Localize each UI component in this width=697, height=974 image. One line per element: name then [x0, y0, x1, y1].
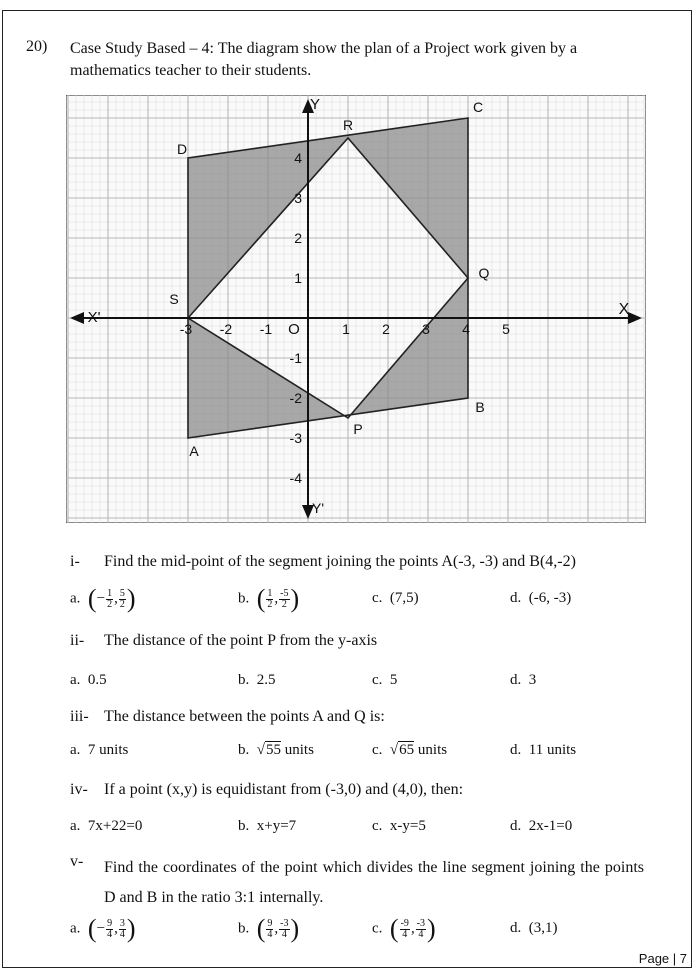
paren-close: )	[290, 584, 300, 613]
numerator: 1	[107, 587, 113, 599]
point-label-p: P	[353, 421, 363, 437]
option-label: c.	[372, 818, 390, 834]
part-iii-option-c	[372, 742, 447, 759]
comma: ,	[274, 920, 279, 937]
option-value: 2x-1=0	[528, 818, 573, 834]
y-tick-label: -4	[289, 470, 302, 486]
sqrt-expression	[390, 742, 414, 759]
sqrt-symbol: √	[256, 742, 265, 758]
option-label: a.	[70, 920, 88, 937]
option-label: c.	[372, 920, 390, 937]
fraction-sign: −	[96, 920, 106, 937]
point-label-b: B	[475, 399, 485, 415]
option-value: 11 units	[528, 742, 577, 758]
part-iv-option-a	[70, 818, 142, 835]
comma: ,	[274, 590, 279, 607]
fraction	[279, 919, 289, 940]
x-tick-label: 5	[502, 321, 510, 337]
fraction	[119, 919, 126, 940]
option-value: x+y=7	[256, 818, 297, 834]
y-tick-label: -2	[289, 390, 302, 406]
x-tick-label: 3	[422, 321, 430, 337]
paren-close: )	[427, 914, 436, 943]
x-tick-label: 1	[342, 321, 350, 337]
point-label-d: D	[176, 141, 188, 157]
comma: ,	[410, 920, 415, 937]
part-ii-option-a	[70, 672, 107, 689]
point-label-q: Q	[478, 265, 490, 281]
option-label: c.	[372, 590, 390, 606]
x-tick-label: -1	[259, 321, 273, 337]
fraction	[266, 919, 273, 940]
denominator: 2	[281, 598, 287, 610]
numerator: -5	[280, 587, 289, 599]
question-title: Case Study Based – 4: The diagram show the plan of a Project work given by a mathematics teacher to their students.	[70, 40, 578, 79]
denominator: 4	[402, 928, 408, 940]
point-label-s: S	[169, 291, 179, 307]
option-value: (3,1)	[528, 920, 558, 936]
denominator: 2	[107, 598, 113, 610]
option-value: 3	[528, 672, 537, 688]
fraction	[266, 589, 273, 610]
point-label-c: C	[472, 99, 484, 115]
y-tick-label: 3	[294, 190, 302, 206]
option-value: 7 units	[87, 742, 129, 758]
part-i-option-c	[372, 590, 419, 607]
y-tick-label: 1	[294, 270, 302, 286]
y-tick-label: 2	[294, 230, 302, 246]
option-label: a.	[70, 672, 88, 688]
numerator: 3	[119, 917, 125, 929]
y-tick-label: -1	[289, 350, 302, 366]
part-ii-option-c	[372, 672, 397, 689]
paren-open: (	[389, 914, 399, 943]
question-number: 20)	[26, 38, 48, 55]
option-value: 2.5	[256, 672, 276, 688]
option-label: b.	[238, 920, 257, 937]
option-label: c.	[372, 672, 390, 688]
option-label: a.	[70, 590, 88, 607]
part-ii-text: The distance of the point P from the y-axis	[104, 632, 378, 649]
option-label: d.	[510, 590, 529, 606]
part-iv-option-d	[510, 818, 572, 835]
part-iii-option-b	[238, 742, 314, 759]
option-value: 7x+22=0	[87, 818, 143, 834]
denominator: 4	[418, 928, 424, 940]
paren-open: (	[87, 584, 97, 613]
part-iii-option-d	[510, 742, 576, 759]
comma: ,	[114, 590, 118, 607]
fraction	[119, 589, 126, 610]
denominator: 4	[281, 928, 287, 940]
numerator: 9	[267, 917, 273, 929]
unit: units	[414, 742, 448, 758]
origin-label: O	[288, 321, 300, 338]
part-i-number: i-	[70, 553, 80, 570]
fraction	[416, 919, 426, 940]
paren-close: )	[126, 914, 136, 943]
paren-open: (	[256, 584, 266, 613]
part-i-option-a	[70, 584, 135, 614]
y-tick-label: 4	[294, 150, 302, 166]
option-label: d.	[510, 920, 529, 936]
x-tick-label: -3	[179, 321, 193, 337]
option-label: d.	[510, 672, 529, 688]
fraction	[279, 589, 289, 610]
paren-open: (	[256, 914, 266, 943]
numerator: -3	[416, 917, 426, 929]
x-tick-label: 2	[382, 321, 390, 337]
numerator: 5	[119, 587, 125, 599]
part-iv-option-c	[372, 818, 426, 835]
paren-open: (	[87, 914, 97, 943]
comma: ,	[114, 920, 118, 937]
paren-close: )	[126, 584, 136, 613]
denominator: 4	[119, 928, 125, 940]
part-v-text: Find the coordinates of the point which divides the line segment joining the points D and B in the ratio 3:1 internally.	[104, 859, 644, 906]
part-iii-text: The distance between the points A and Q is:	[104, 708, 385, 725]
paren-close: )	[290, 914, 300, 943]
part-iii-number: iii-	[70, 708, 89, 725]
option-label: a.	[70, 818, 88, 834]
y-axis-label: Y	[310, 96, 321, 113]
part-ii-option-d	[510, 672, 536, 689]
x-axis-label: X	[618, 301, 630, 318]
option-value: (-6, -3)	[528, 590, 572, 606]
denominator: 2	[119, 598, 125, 610]
part-iv-number: iv-	[70, 781, 88, 798]
part-iv-text: If a point (x,y) is equidistant from (-3,0) and (4,0), then:	[104, 781, 464, 798]
option-value: x-y=5	[389, 818, 426, 834]
option-label: c.	[372, 742, 390, 758]
y-neg-axis-label: Y'	[312, 500, 325, 516]
numerator: 1	[267, 587, 273, 599]
denominator: 4	[267, 928, 273, 940]
numerator: -3	[280, 917, 289, 929]
option-label: b.	[238, 590, 257, 607]
part-iii-option-a	[70, 742, 128, 759]
numerator: -9	[400, 917, 409, 929]
part-v-option-b	[238, 914, 299, 944]
denominator: 2	[267, 598, 273, 610]
fraction-sign: −	[96, 590, 106, 607]
fraction	[106, 589, 113, 610]
page-number: Page | 7	[638, 951, 687, 966]
option-value: 0.5	[87, 672, 107, 688]
option-label: b.	[238, 742, 257, 758]
part-v-option-d	[510, 920, 558, 937]
x-tick-label: -2	[219, 321, 233, 337]
graph-figure	[66, 95, 646, 523]
point-label-r: R	[342, 117, 354, 133]
unit: units	[280, 742, 314, 758]
radicand: 65	[399, 742, 415, 758]
option-label: d.	[510, 742, 529, 758]
option-value: (7,5)	[389, 590, 419, 606]
part-ii-option-b	[238, 672, 276, 689]
fraction	[106, 919, 113, 940]
sqrt-expression	[257, 742, 281, 759]
point-label-a: A	[189, 443, 199, 459]
radicand: 55	[265, 742, 281, 758]
option-label: b.	[238, 818, 257, 834]
option-value: 5	[389, 672, 398, 688]
x-neg-axis-label: X'	[87, 309, 101, 326]
part-v-option-a	[70, 914, 135, 944]
y-tick-label: -3	[289, 430, 302, 446]
part-i-option-d	[510, 590, 571, 607]
part-i-text: Find the mid-point of the segment joining the points A(-3, -3) and B(4,-2)	[104, 553, 576, 570]
part-ii-number: ii-	[70, 632, 85, 649]
option-label: d.	[510, 818, 529, 834]
graph-svg	[66, 95, 646, 523]
sqrt-symbol: √	[389, 742, 399, 758]
x-tick-label: 4	[462, 321, 470, 337]
fraction	[400, 919, 410, 940]
part-v-option-c	[372, 914, 436, 944]
part-iv-option-b	[238, 818, 296, 835]
part-v-number: v-	[70, 853, 84, 870]
numerator: 9	[107, 917, 113, 929]
denominator: 4	[107, 928, 113, 940]
option-label: b.	[238, 672, 257, 688]
option-label: a.	[70, 742, 88, 758]
part-i-option-b	[238, 584, 299, 614]
